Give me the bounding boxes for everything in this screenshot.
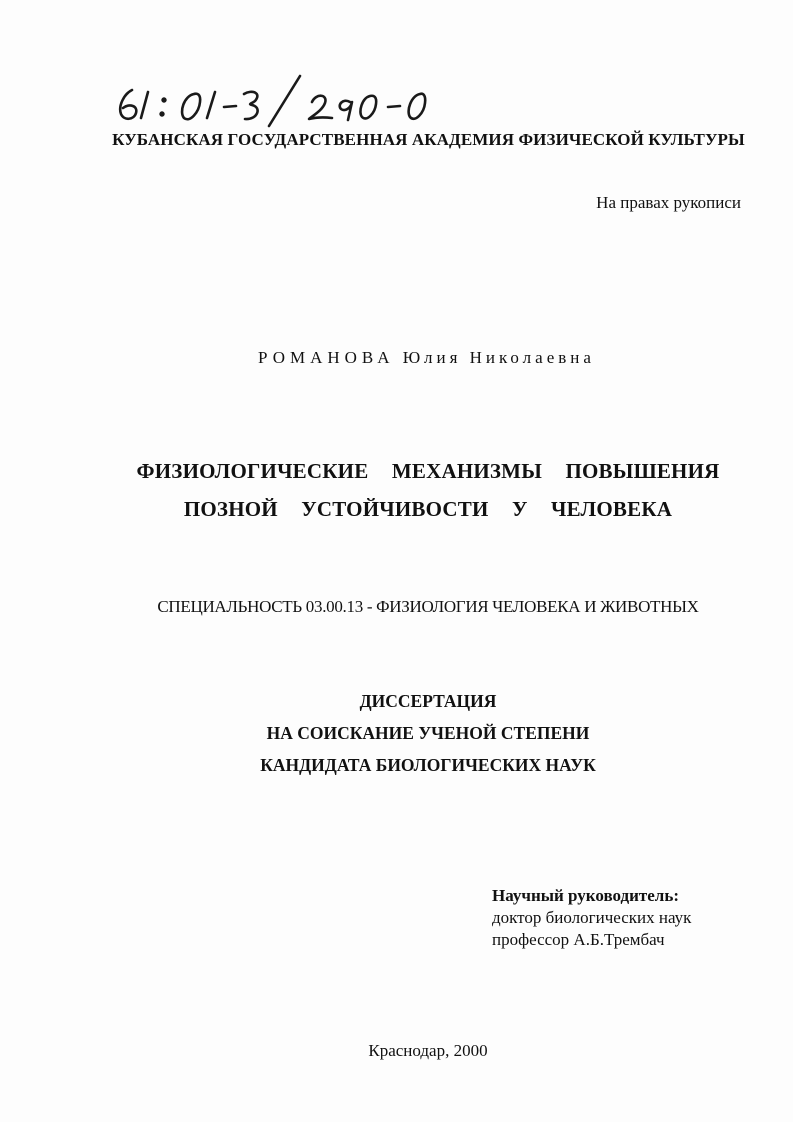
specialty: СПЕЦИАЛЬНОСТЬ 03.00.13 - ФИЗИОЛОГИЯ ЧЕЛОВЕКА И ЖИВОТНЫХ bbox=[157, 597, 699, 616]
dissertation-title bbox=[0, 452, 793, 528]
degree-statement bbox=[0, 685, 793, 781]
title-line-1: ФИЗИОЛОГИЧЕСКИЕ МЕХАНИЗМЫ ПОВЫШЕНИЯ bbox=[136, 459, 720, 483]
title-line-2: ПОЗНОЙ УСТОЙЧИВОСТИ У ЧЕЛОВЕКА bbox=[183, 497, 673, 521]
supervisor-label: Научный руководитель: bbox=[492, 886, 679, 905]
author-surname: РОМАНОВА bbox=[258, 348, 395, 367]
supervisor-name: профессор А.Б.Трембач bbox=[492, 930, 665, 949]
city-and-year: Краснодар, 2000 bbox=[368, 1041, 488, 1060]
scientific-supervisor bbox=[492, 885, 691, 951]
author-name bbox=[0, 348, 793, 368]
degree-line-1: ДИССЕРТАЦИЯ bbox=[359, 691, 497, 711]
handwritten-catalog-code bbox=[112, 72, 442, 128]
manuscript-rights-note: На правах рукописи bbox=[596, 193, 741, 212]
degree-line-3: КАНДИДАТА БИОЛОГИЧЕСКИХ НАУК bbox=[260, 755, 596, 775]
supervisor-degree: доктор биологических наук bbox=[492, 908, 692, 927]
author-given-names: Юлия Николаевна bbox=[402, 348, 595, 367]
institution-name: КУБАНСКАЯ ГОСУДАРСТВЕННАЯ АКАДЕМИЯ ФИЗИЧЕСКОЙ КУЛЬТУРЫ bbox=[112, 130, 745, 149]
degree-line-2: НА СОИСКАНИЕ УЧЕНОЙ СТЕПЕНИ bbox=[266, 723, 590, 743]
